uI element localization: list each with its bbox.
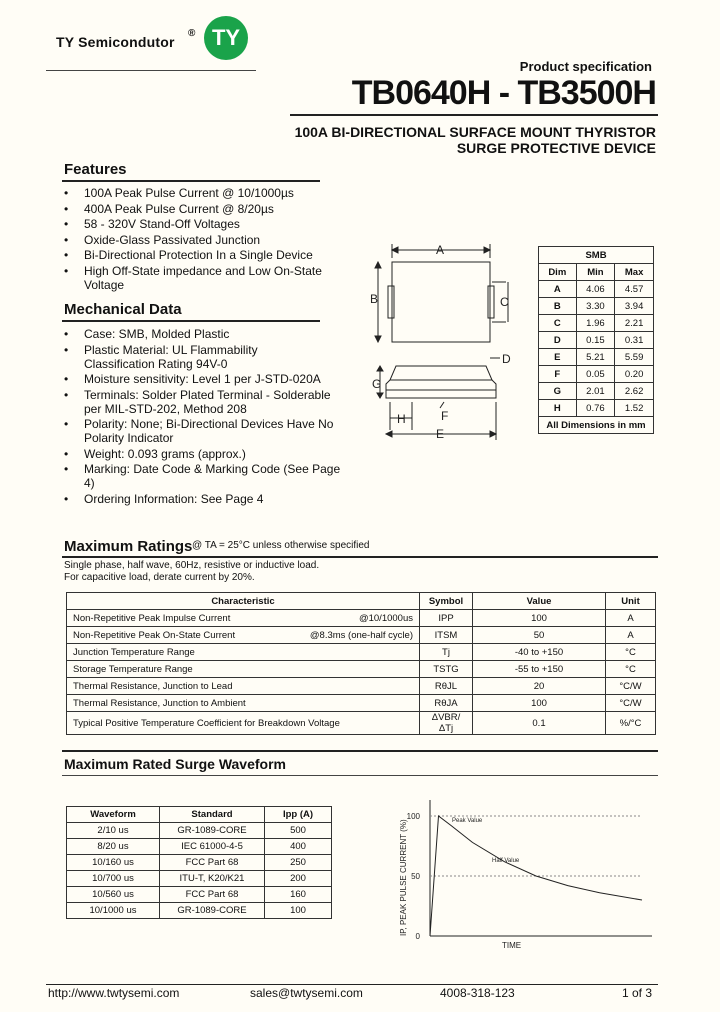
list-item: • Bi-Directional Protection In a Single Device xyxy=(62,248,332,262)
table-cell: 8/20 us xyxy=(67,839,160,855)
table-row xyxy=(539,281,654,298)
table-cell: 250 xyxy=(265,855,332,871)
dim-label-h: H xyxy=(397,412,406,426)
table-cell: 0.31 xyxy=(615,332,654,349)
table-cell: 200 xyxy=(265,871,332,887)
table-cell: 0.05 xyxy=(576,366,615,383)
table-row xyxy=(539,315,654,332)
chart-tick-label: 50 xyxy=(411,872,420,881)
ratings-table xyxy=(66,592,656,735)
table-cell: Storage Temperature Range xyxy=(73,663,193,675)
dim-label-b: B xyxy=(370,292,379,306)
chart-y-label: IP, PEAK PULSE CURRENT (%) xyxy=(399,819,408,936)
table-row xyxy=(67,903,332,919)
table-row xyxy=(67,661,656,678)
table-header: Standard xyxy=(160,807,265,823)
table-row xyxy=(67,855,332,871)
ratings-condition: @ TA = 25°C unless otherwise specified xyxy=(192,540,370,551)
table-cell: 2.01 xyxy=(576,383,615,400)
features-rule xyxy=(62,180,320,182)
list-item: • Oxide-Glass Passivated Junction xyxy=(62,233,332,247)
list-item: • 58 - 320V Stand-Off Voltages xyxy=(62,217,332,231)
table-cell: A xyxy=(606,627,656,644)
table-row xyxy=(67,695,656,712)
table-cell: ITSM xyxy=(420,627,473,644)
ratings-note-2: For capacitive load, derate current by 20%. xyxy=(64,572,255,583)
ratings-heading: Maximum Ratings xyxy=(64,538,193,555)
dim-label-f: F xyxy=(441,409,449,423)
smb-table-footer: All Dimensions in mm xyxy=(539,417,654,434)
list-item: • Marking: Date Code & Marking Code (See Page 4) xyxy=(62,462,352,490)
table-header: Min xyxy=(576,264,615,281)
chart-tick-label: 0 xyxy=(415,932,420,941)
table-cell: 160 xyxy=(265,887,332,903)
table-cell: E xyxy=(539,349,577,366)
package-outline-diagram xyxy=(360,238,530,448)
ratings-rule xyxy=(62,556,658,558)
table-cell: 100 xyxy=(265,903,332,919)
list-item: • 400A Peak Pulse Current @ 8/20µs xyxy=(62,202,332,216)
table-cell: Thermal Resistance, Junction to Ambient xyxy=(73,697,246,709)
mechanical-list xyxy=(62,327,352,507)
table-cell: °C xyxy=(606,661,656,678)
surge-rule xyxy=(62,775,658,776)
table-cell: Thermal Resistance, Junction to Lead xyxy=(73,680,233,692)
title-rule xyxy=(290,114,658,116)
table-cell: Non-Repetitive Peak Impulse Current xyxy=(73,612,231,624)
table-row xyxy=(67,678,656,695)
table-row xyxy=(67,644,656,661)
table-row xyxy=(539,298,654,315)
company-name: TY Semicondutor xyxy=(56,34,175,50)
table-cell: -55 to +150 xyxy=(473,661,606,678)
features-heading: Features xyxy=(64,161,127,178)
table-cell: G xyxy=(539,383,577,400)
list-item: • Weight: 0.093 grams (approx.) xyxy=(62,447,352,461)
list-item: • Plastic Material: UL Flammability Classification Rating 94V-0 xyxy=(62,343,294,371)
dim-label-e: E xyxy=(436,427,445,441)
chart-tick-label: 100 xyxy=(406,812,420,821)
table-cell: IEC 61000-4-5 xyxy=(160,839,265,855)
table-cell: F xyxy=(539,366,577,383)
table-cell: A xyxy=(606,610,656,627)
footer-email[interactable]: sales@twtysemi.com xyxy=(250,986,363,1000)
mechanical-rule xyxy=(62,320,320,322)
table-row xyxy=(67,610,656,627)
table-header: Dim xyxy=(539,264,577,281)
table-cell: %/°C xyxy=(606,712,656,735)
table-cell: @8.3ms (one-half cycle) xyxy=(309,629,413,641)
ratings-note-1: Single phase, half wave, 60Hz, resistive or inductive load. xyxy=(64,560,320,571)
table-cell: 4.57 xyxy=(615,281,654,298)
table-cell: 2/10 us xyxy=(67,823,160,839)
table-cell: GR-1089-CORE xyxy=(160,823,265,839)
footer-rule xyxy=(46,984,658,985)
table-cell: ΔVBR/ΔTj xyxy=(420,712,473,735)
table-cell: 1.52 xyxy=(615,400,654,417)
subtitle-line-1: 100A BI-DIRECTIONAL SURFACE MOUNT THYRISTOR xyxy=(294,124,656,140)
surge-top-rule xyxy=(62,750,658,752)
list-item: • Moisture sensitivity: Level 1 per J-STD-020A xyxy=(62,372,352,386)
table-row xyxy=(539,366,654,383)
table-cell: Tj xyxy=(420,644,473,661)
table-row xyxy=(539,332,654,349)
table-row xyxy=(67,627,656,644)
table-cell: B xyxy=(539,298,577,315)
table-cell: 10/700 us xyxy=(67,871,160,887)
table-row xyxy=(539,400,654,417)
table-cell: @10/1000us xyxy=(358,612,413,624)
table-header: Waveform xyxy=(67,807,160,823)
table-cell: 10/1000 us xyxy=(67,903,160,919)
table-cell: 2.62 xyxy=(615,383,654,400)
smb-dimension-table xyxy=(538,246,654,434)
table-cell: 3.30 xyxy=(576,298,615,315)
table-header: Characteristic xyxy=(67,593,420,610)
table-cell: 5.59 xyxy=(615,349,654,366)
table-cell: 0.1 xyxy=(473,712,606,735)
chart-annotation: Peak Value xyxy=(452,818,483,824)
dim-label-d: D xyxy=(502,352,511,366)
table-cell: Non-Repetitive Peak On-State Current xyxy=(73,629,236,641)
smb-table-title: SMB xyxy=(539,247,654,264)
table-row xyxy=(539,383,654,400)
table-cell: 100 xyxy=(473,695,606,712)
table-cell: A xyxy=(539,281,577,298)
table-cell: 3.94 xyxy=(615,298,654,315)
table-cell: 1.96 xyxy=(576,315,615,332)
surge-heading: Maximum Rated Surge Waveform xyxy=(64,756,286,772)
table-cell: 2.21 xyxy=(615,315,654,332)
list-item: • Case: SMB, Molded Plastic xyxy=(62,327,352,341)
table-header: Ipp (A) xyxy=(265,807,332,823)
list-item: • Terminals: Solder Plated Terminal - Solderable per MIL-STD-202, Method 208 xyxy=(62,388,344,416)
table-cell: D xyxy=(539,332,577,349)
table-cell: IPP xyxy=(420,610,473,627)
logo-underline xyxy=(46,70,256,71)
product-spec-label: Product specification xyxy=(519,59,652,74)
dim-label-a: A xyxy=(436,243,445,257)
table-row xyxy=(67,887,332,903)
table-header: Unit xyxy=(606,593,656,610)
subtitle-line-2: SURGE PROTECTIVE DEVICE xyxy=(456,140,656,156)
table-cell: 0.20 xyxy=(615,366,654,383)
table-cell: 0.15 xyxy=(576,332,615,349)
table-cell: 500 xyxy=(265,823,332,839)
chart-x-label: TIME xyxy=(502,941,522,950)
list-item: • Ordering Information: See Page 4 xyxy=(62,492,352,506)
table-row xyxy=(67,871,332,887)
footer-phone: 4008-318-123 xyxy=(440,986,515,1000)
table-cell: ITU-T, K20/K21 xyxy=(160,871,265,887)
dim-label-c: C xyxy=(500,295,509,309)
surge-waveform-table xyxy=(66,806,332,919)
table-cell: °C/W xyxy=(606,695,656,712)
table-cell: 10/560 us xyxy=(67,887,160,903)
surge-waveform-chart xyxy=(392,796,662,956)
table-cell: 4.06 xyxy=(576,281,615,298)
table-cell: Typical Positive Temperature Coefficient for Breakdown Voltage xyxy=(73,717,340,729)
table-cell: 100 xyxy=(473,610,606,627)
table-cell: C xyxy=(539,315,577,332)
list-item: • Polarity: None; Bi-Directional Devices Have No Polarity Indicator xyxy=(62,417,374,445)
table-header: Value xyxy=(473,593,606,610)
table-cell: 5.21 xyxy=(576,349,615,366)
table-cell: FCC Part 68 xyxy=(160,855,265,871)
table-cell: 0.76 xyxy=(576,400,615,417)
table-cell: H xyxy=(539,400,577,417)
footer-url[interactable]: http://www.twtysemi.com xyxy=(48,986,180,1000)
table-cell: -40 to +150 xyxy=(473,644,606,661)
mechanical-heading: Mechanical Data xyxy=(64,301,182,318)
list-item: • 100A Peak Pulse Current @ 10/1000µs xyxy=(62,186,332,200)
table-row xyxy=(67,839,332,855)
table-cell: 10/160 us xyxy=(67,855,160,871)
table-cell: °C xyxy=(606,644,656,661)
table-cell: TSTG xyxy=(420,661,473,678)
chart-annotation: Half Value xyxy=(492,858,520,864)
registered-mark: ® xyxy=(188,28,196,39)
list-item: • High Off-State impedance and Low On-State Voltage xyxy=(62,264,324,292)
table-cell: 400 xyxy=(265,839,332,855)
table-header: Symbol xyxy=(420,593,473,610)
table-header: Max xyxy=(615,264,654,281)
table-row xyxy=(539,349,654,366)
table-cell: FCC Part 68 xyxy=(160,887,265,903)
table-cell: 50 xyxy=(473,627,606,644)
table-cell: RθJA xyxy=(420,695,473,712)
table-cell: °C/W xyxy=(606,678,656,695)
page-subtitle xyxy=(295,124,656,156)
company-logo: TY xyxy=(204,16,248,60)
features-list xyxy=(62,186,332,293)
table-row xyxy=(67,823,332,839)
table-cell: GR-1089-CORE xyxy=(160,903,265,919)
dim-label-g: G xyxy=(372,377,382,391)
table-cell: Junction Temperature Range xyxy=(73,646,195,658)
table-cell: 20 xyxy=(473,678,606,695)
table-row xyxy=(67,712,656,735)
footer-page-number: 1 of 3 xyxy=(622,986,653,1000)
table-cell: RθJL xyxy=(420,678,473,695)
page-title: TB0640H - TB3500H xyxy=(351,74,656,112)
